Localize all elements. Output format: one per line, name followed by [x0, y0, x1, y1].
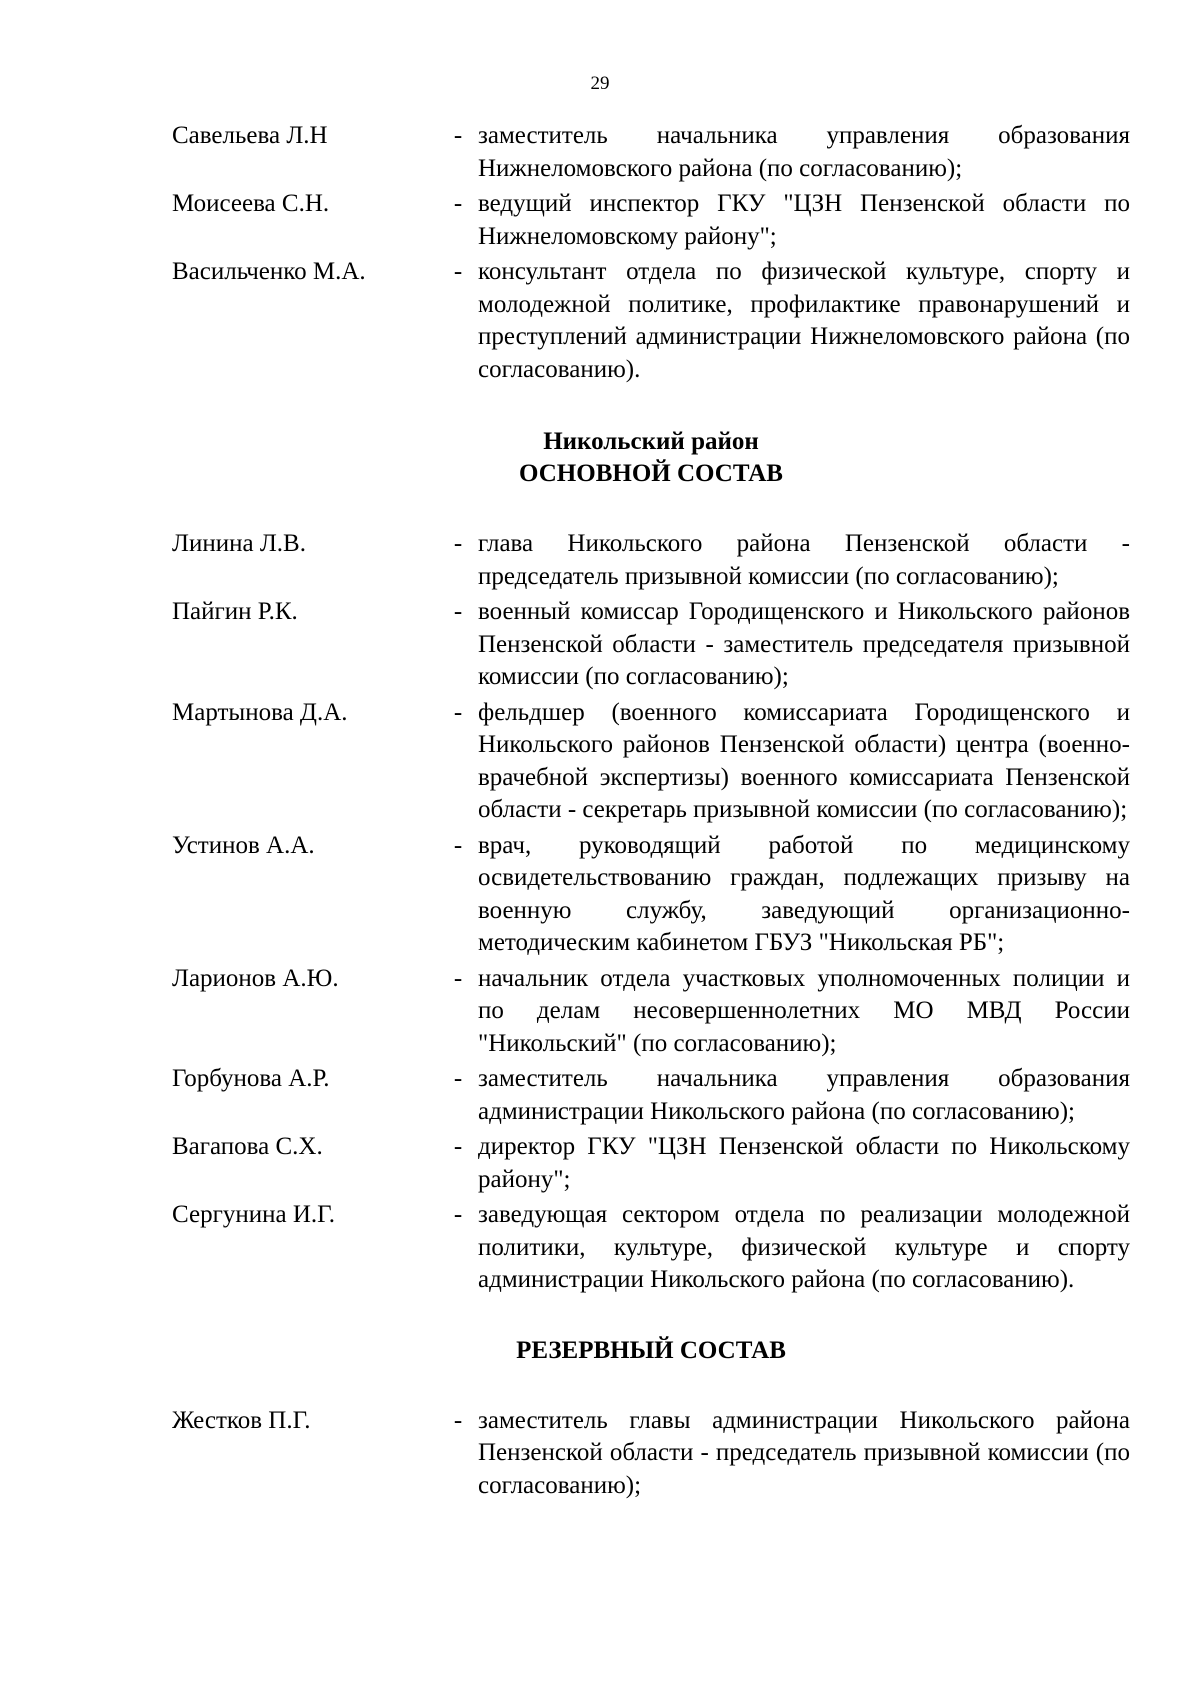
member-role: врач, руководящий работой по медицинскому освидетельствованию граждан, подлежащих призыву на военную службу, заведующий организационно-методическим кабинетом ГБУЗ "Никольская РБ"; — [478, 831, 1130, 956]
member-role: консультант отдела по физической культуре, спорту и молодежной политике, профилактике правонарушений и преступлений администрации Нижнеломовского района (по согласованию). — [478, 258, 1130, 383]
member-name: Горбунова А.Р. — [172, 1065, 330, 1092]
separator-dash: - — [453, 1201, 463, 1228]
member-entry — [172, 528, 1130, 593]
member-name: Сергунина И.Г. — [172, 1201, 336, 1228]
separator-dash: - — [453, 1065, 463, 1092]
separator-dash: - — [453, 831, 463, 859]
member-name: Васильченко М.А. — [172, 258, 366, 285]
member-name: Вагапова С.Х. — [172, 1133, 323, 1160]
member-name: Моисеева С.Н. — [172, 190, 330, 217]
member-entry — [172, 1131, 1130, 1196]
member-name: Ларионов А.Ю. — [172, 964, 339, 992]
separator-dash: - — [453, 530, 463, 557]
member-name: Линина Л.В. — [172, 530, 306, 557]
member-name: Жестков П.Г. — [172, 1406, 311, 1434]
member-entry — [172, 1405, 1130, 1503]
separator-dash: - — [453, 964, 463, 992]
member-entry — [172, 963, 1130, 1061]
separator-dash: - — [453, 122, 463, 149]
member-entry — [172, 256, 1130, 386]
separator-dash: - — [453, 598, 463, 625]
member-role: начальник отдела участковых уполномоченных полиции и по делам несовершеннолетних МО МВД России "Никольский" (по согласованию); — [478, 964, 1130, 1057]
section-nikolsk-reserve — [172, 1405, 1130, 1503]
member-role: директор ГКУ "ЦЗН Пензенской области по Никольскому району"; — [478, 1133, 1130, 1193]
composition-title: РЕЗЕРВНЫЙ СОСТАВ — [516, 1336, 786, 1364]
member-role: военный комиссар Городищенского и Никольского районов Пензенской области - заместитель председателя призывной комиссии (по согласованию); — [478, 598, 1130, 690]
member-role: глава Никольского района Пензенской области - председатель призывной комиссии (по согласованию); — [478, 530, 1130, 590]
section-heading-main — [172, 426, 1130, 490]
member-role: ведущий инспектор ГКУ "ЦЗН Пензенской области по Нижнеломовскому району"; — [478, 190, 1130, 250]
member-entry — [172, 697, 1130, 827]
section-nikolsk-main — [172, 528, 1130, 1297]
member-role: заместитель начальника управления образования Нижнеломовского района (по согласованию); — [478, 122, 1130, 182]
composition-title: ОСНОВНОЙ СОСТАВ — [519, 460, 783, 487]
separator-dash: - — [453, 190, 463, 217]
member-entry — [172, 830, 1130, 960]
member-role: заместитель главы администрации Никольского района Пензенской области - председатель призывной комиссии (по согласованию); — [478, 1406, 1130, 1499]
separator-dash: - — [453, 1406, 463, 1434]
section-nizhnelomov-continued — [172, 120, 1130, 386]
member-role: заведующая сектором отдела по реализации молодежной политики, культуре, физической культуре и спорту администрации Никольского района (по согласованию). — [478, 1201, 1130, 1293]
member-entry — [172, 596, 1130, 694]
page-number: 29 — [590, 73, 610, 94]
member-name: Пайгин Р.К. — [172, 598, 298, 625]
district-title: Никольский район — [543, 428, 759, 455]
separator-dash: - — [453, 1133, 463, 1160]
member-name: Устинов А.А. — [172, 831, 315, 859]
member-name: Савельева Л.Н — [172, 122, 328, 149]
member-name: Мартынова Д.А. — [172, 698, 348, 726]
document-body — [172, 120, 1130, 1505]
member-entry — [172, 1199, 1130, 1297]
member-entry — [172, 188, 1130, 253]
member-entry — [172, 1063, 1130, 1128]
member-role: фельдшер (военного комиссариата Городищенского и Никольского районов Пензенской области) центра (военно-врачебной экспертизы) военного комиссариата Пензенской области - секретарь призывной комиссии (по согласованию); — [478, 698, 1130, 823]
section-heading-reserve — [172, 1335, 1130, 1367]
member-role: заместитель начальника управления образования администрации Никольского района (по согласованию); — [478, 1065, 1130, 1125]
member-entry — [172, 120, 1130, 185]
separator-dash: - — [453, 698, 463, 726]
separator-dash: - — [453, 258, 463, 285]
